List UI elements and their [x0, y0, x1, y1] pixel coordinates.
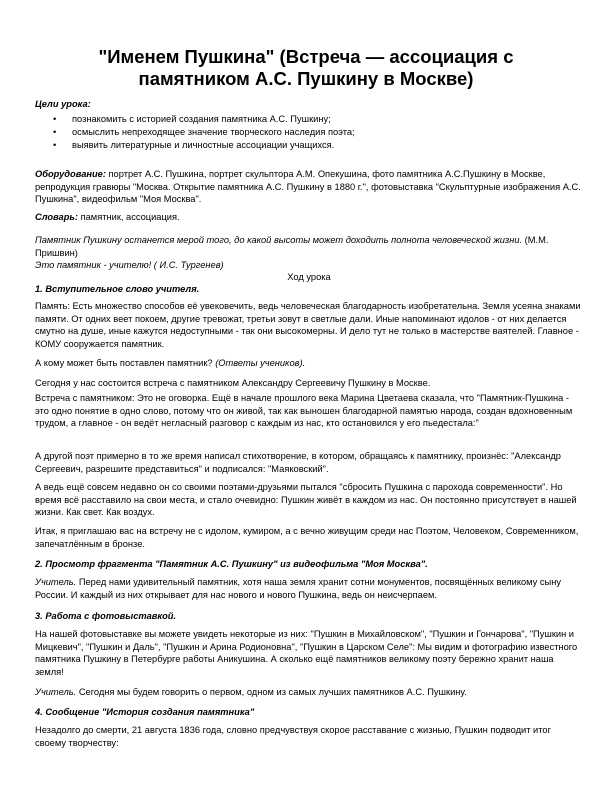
question-answers: (Ответы учеников). — [215, 358, 306, 368]
equipment-paragraph — [35, 168, 583, 206]
equipment-label: Оборудование: — [35, 169, 106, 179]
equipment-text: портрет А.С. Пушкина, портрет скульптора А.М. Опекушина, фото памятника А.С.Пушкину в Москве, репродукция гравюры "Москва. Открытие памятника А.С. Пушкину в 1880 г.", фотовыставка "Скульптурные изображения А.С. Пушкина", видеофильм "Моя Москва". — [35, 169, 581, 205]
section1-paragraph-4: Встреча с памятником: Это не оговорка. Ещё в начале прошлого века Марина Цветаева сказала, что "Памятник-Пушкина - это одно понятие в одно слово, потому что он живой, так как выношен благодарной памятью народа, создан вдохновенным трудом, а главное - он ведёт негласный разговор с каждым из нас, кто остановился у его пьедестала:" — [35, 393, 573, 429]
section2-heading: 2. Просмотр фрагмента "Памятник А.С. Пушкину" из видеофильма "Моя Москва". — [35, 559, 428, 569]
section1-paragraph-7: Итак, я приглашаю вас на встречу не с идолом, кумиром, а с вечно живущим среди нас Поэтом, Человеком, Современником, запечатлённым в бронзе. — [35, 526, 579, 549]
list-item: • познакомить с историей создания памятника А.С. Пушкину; — [52, 113, 572, 126]
section3-paragraph-1: На нашей фотовыставке вы можете увидеть некоторые из них: "Пушкин в Михайловском", "Пушкин и Гончарова", "Пушкин и Мицкевич", "Пушкин и Даль", "Пушкин и Арина Родионовна", "Пушкин в Царском Селе": Мы видим и фотографию известного памятника Пушкину в Петербурге работы Аникушина. А сколько ещё памятников великому поэту бережно хранит наша земля! — [35, 629, 578, 677]
section3-heading: 3. Работа с фотовыставкой. — [35, 611, 177, 621]
section1-paragraph-5: А другой поэт примерно в то же время написал стихотворение, в котором, обращаясь к памятнику, произнёс: "Александр Сергеевич, разрешите представиться" и подписался: "Маяковский". — [35, 451, 561, 474]
section1-paragraph-6: А ведь ещё совсем недавно он со своими поэтами-друзьями пытался "сбросить Пушкина с парохода современности". Но время всё расставило на свои места, и стало очевидно: Пушкин живёт в каждом из нас. Он постоянно присутствует в нашей жизни. Как свет. Как воздух. — [35, 482, 577, 518]
section1-paragraph-2 — [35, 357, 583, 370]
teacher-label: Учитель. — [35, 577, 77, 587]
goals-list — [52, 113, 572, 152]
section2-text: Перед нами удивительный памятник, хотя наша земля хранит сотни монументов, посвящённых великому сыну России. И каждый из них открывает для нас нового и нового Пушкина, ведь он неисчерпаем. — [35, 577, 562, 600]
section4-paragraph-1: Незадолго до смерти, 21 августа 1836 года, словно предчувствуя скорое расставание с жизнью, Пушкин подводит итог своему творчеству: — [35, 725, 551, 748]
section2-paragraph-1 — [35, 576, 583, 601]
goals-label: Цели урока: — [35, 99, 91, 109]
page-title: "Именем Пушкина" (Встреча — ассоциация с памятником А.С. Пушкину в Москве) — [98, 46, 514, 89]
vocabulary-label: Словарь: — [35, 212, 79, 222]
epigraph-author-1: (М.М. Пришвин) — [35, 235, 549, 258]
list-item: • осмыслить непреходящее значение творческого наследия поэта; — [52, 126, 572, 139]
section1-paragraph-3: Сегодня у нас состоится встреча с памятником Александру Сергеевичу Пушкину в Москве. — [35, 378, 431, 388]
teacher-label: Учитель. — [35, 687, 77, 697]
question-text: А кому может быть поставлен памятник? — [35, 358, 216, 368]
list-item: • выявить литературные и личностные ассоциации учащихся. — [52, 139, 572, 152]
epigraph — [35, 234, 583, 272]
vocabulary-paragraph — [35, 211, 583, 224]
section1-paragraph-1: Память: Есть множество способов её увековечить, ведь человеческая благодарность изобретательна. Земля усеяна знаками памяти. От одних веет покоем, другие тревожат, третьи зовут в светлые дали. Иные напоминают идолов - от них делается смутно на душе, иные кажутся недоступными - так они высокомерны. И дело тут не только в мастерстве ваятелей. Главное - КОМУ сооружается памятник. — [35, 301, 581, 349]
epigraph-quote-1: Памятник Пушкину останется мерой того, до какой высоты может доходить полнота человеческой жизни. — [35, 235, 523, 245]
section1-heading: 1. Вступительное слово учителя. — [35, 284, 200, 294]
vocabulary-text: памятник, ассоциация. — [78, 212, 180, 222]
epigraph-quote-2: Это памятник - учителю! ( И.С. Тургенев) — [35, 260, 224, 271]
lesson-heading: Ход урока — [287, 272, 331, 282]
section3-paragraph-2 — [35, 686, 583, 699]
section3-text: Сегодня мы будем говорить о первом, одном из самых лучших памятников А.С. Пушкину. — [76, 687, 467, 697]
section4-heading: 4. Сообщение "История создания памятника" — [35, 707, 255, 717]
